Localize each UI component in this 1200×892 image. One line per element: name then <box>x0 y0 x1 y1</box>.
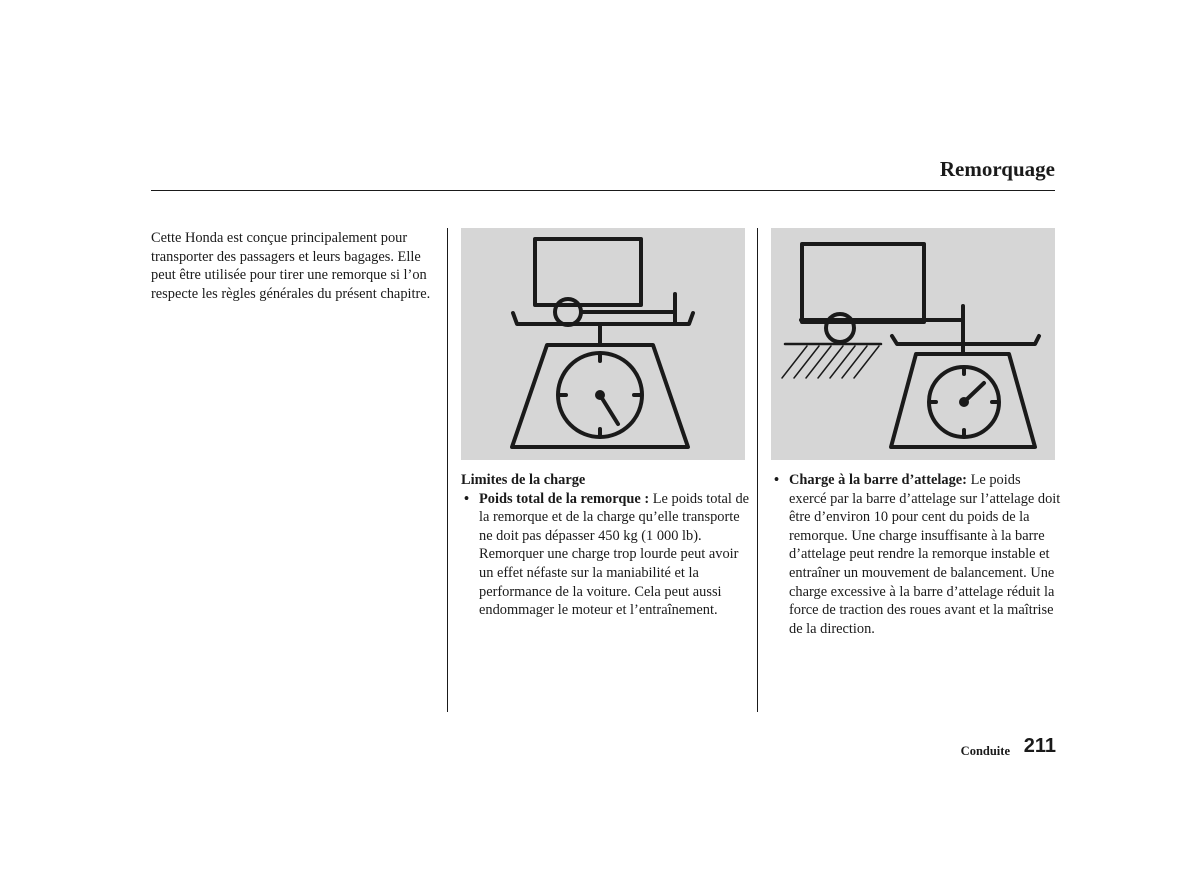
bullet-icon: • <box>774 472 780 488</box>
bullet-icon: • <box>464 490 470 507</box>
title-divider <box>151 190 1055 191</box>
trailer-total-weight-figure <box>461 228 745 460</box>
tongue-weight-figure <box>771 228 1055 460</box>
load-limits-section <box>461 471 753 620</box>
page-title: Remorquage <box>939 157 1055 181</box>
bullet-text: Le poids total de la remorque et de la charge qu’elle transporte ne doit pas dépasser 450 kg (1 000 lb). Remorquer une charge trop lourde peut avoir un effet néfaste sur la maniabilité et la performance de la voiture. Cela peut aussi endommager le moteur et l’entraînement. <box>479 490 750 619</box>
list-item <box>461 490 753 620</box>
load-limits-heading: Limites de la charge <box>461 472 586 488</box>
column-divider-right <box>757 228 758 712</box>
bullet-term: Charge à la barre d’attelage: <box>789 472 967 488</box>
trailer-on-scale-icon <box>461 228 745 460</box>
tongue-load-section <box>771 471 1061 638</box>
footer-section-label: Conduite <box>960 744 1010 758</box>
bullet-text: Le poids exercé par la barre d’attelage sur l’attelage doit être d’environ 10 pour cent du poids de la remorque. Une charge insuffisante à la barre d’attelage peut rendre la remorque instable et entraîner un mouvement de balancement. Une charge excessive à la barre d’attelage réduit la force de traction des roues avant et la maîtrise de la direction. <box>789 472 1061 637</box>
bullet-term: Poids total de la remorque : <box>479 490 650 507</box>
intro-paragraph: Cette Honda est conçue principalement pour transporter des passagers et leurs bagages. Elle peut être utilisée pour tirer une remorque si l’on respecte les règles générales du présent chapitre. <box>151 230 431 302</box>
list-item <box>771 471 1061 638</box>
page-number: 211 <box>1023 735 1056 757</box>
column-divider-left <box>447 228 448 712</box>
trailer-tongue-on-scale-icon <box>771 228 1055 460</box>
